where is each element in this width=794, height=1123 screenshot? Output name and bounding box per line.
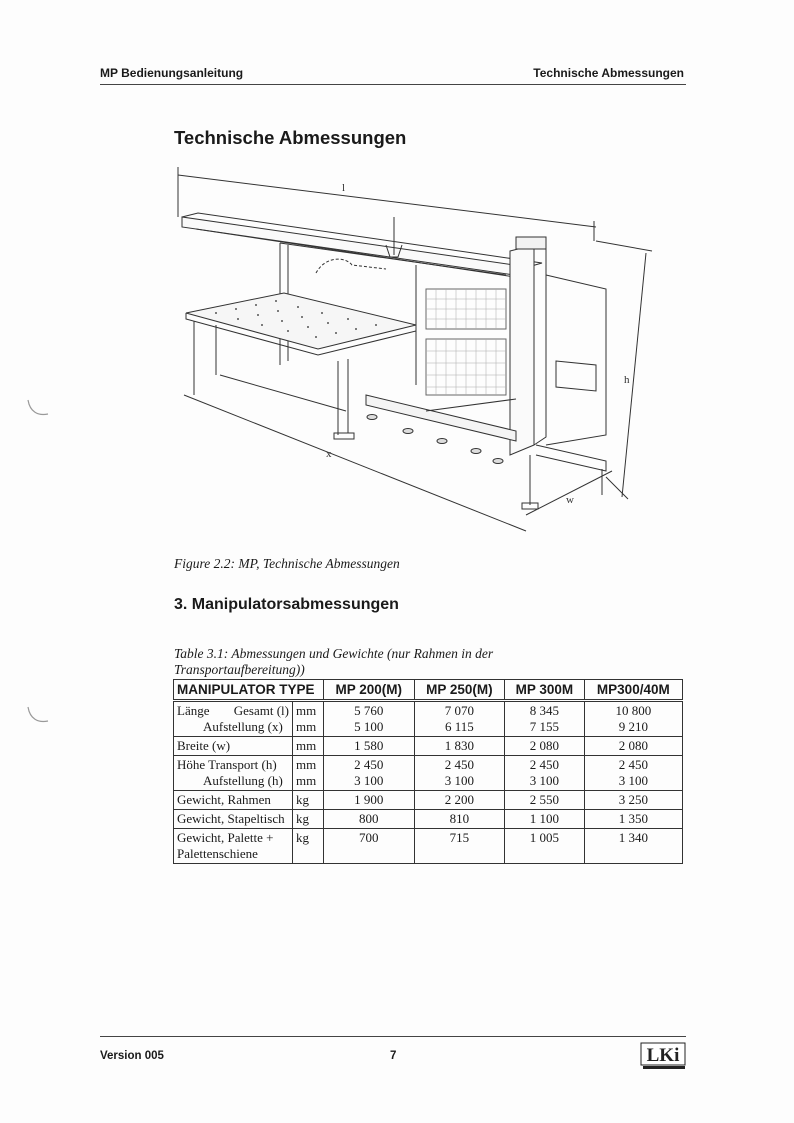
figure-caption: Figure 2.2: MP, Technische Abmessungen (174, 556, 400, 571)
cell-value: 1 900 (324, 791, 415, 810)
cell-value: 1 100 (505, 810, 585, 829)
table-row (174, 810, 683, 829)
row-label: Gewicht, Rahmen (174, 791, 293, 810)
dim-x-label: x (326, 448, 332, 460)
punch-mark-icon (24, 705, 50, 725)
cell-value: 2 450 3 100 (324, 756, 415, 791)
cell-value: 2 450 3 100 (505, 756, 585, 791)
table-row (174, 756, 683, 791)
cell-value: 1 005 (505, 829, 585, 864)
cell-value: 5 760 5 100 (324, 701, 415, 737)
row-label-part: Höhe Transport (h) (177, 757, 277, 772)
table-header-col: MP300/40M (584, 680, 682, 701)
cell-value: 715 (414, 829, 505, 864)
cell-value: 2 080 (584, 737, 682, 756)
cell-value: 3 250 (584, 791, 682, 810)
cell-value: 10 800 9 210 (584, 701, 682, 737)
row-unit: kg (293, 810, 324, 829)
cell-value: 700 (324, 829, 415, 864)
cell-value: 1 830 (414, 737, 505, 756)
footer-rule (100, 1036, 686, 1037)
dim-w-label: w (566, 494, 574, 506)
table-row (174, 829, 683, 864)
row-label-part: Gesamt (l) (233, 703, 289, 718)
cell-value: 1 340 (584, 829, 682, 864)
row-label: Gewicht, Stapeltisch (174, 810, 293, 829)
cell-value: 2 080 (505, 737, 585, 756)
section-heading: 3. Manipulatorsabmessungen (174, 596, 399, 613)
row-label (174, 756, 293, 791)
version-label: Version 005 (100, 1050, 164, 1062)
table-row (174, 791, 683, 810)
cell-value: 2 450 3 100 (584, 756, 682, 791)
table-header-col: MP 250(M) (414, 680, 505, 701)
cell-value: 800 (324, 810, 415, 829)
page-number: 7 (390, 1050, 397, 1062)
table-header-type: MANIPULATOR TYPE (174, 680, 324, 701)
dimensions-table (173, 679, 683, 864)
table-row (174, 737, 683, 756)
row-label-part: Länge (177, 703, 210, 718)
cell-value: 2 550 (505, 791, 585, 810)
row-label-part: Aufstellung (h) (203, 773, 283, 788)
dim-h-label: h (624, 374, 630, 386)
svg-text:LKi: LKi (646, 1045, 680, 1066)
running-header-right: Technische Abmessungen (533, 66, 684, 80)
row-label: Breite (w) (174, 737, 293, 756)
cell-value: 2 200 (414, 791, 505, 810)
cell-value: 1 580 (324, 737, 415, 756)
row-label-part: Aufstellung (x) (203, 719, 283, 734)
table-caption: Table 3.1: Abmessungen und Gewichte (nur Rahmen in der Transportaufbereitung)) (174, 646, 494, 677)
header-rule (100, 84, 686, 85)
row-unit: mm (293, 737, 324, 756)
row-unit: mm mm (293, 756, 324, 791)
dim-l-label: l (342, 182, 346, 194)
cell-value: 2 450 3 100 (414, 756, 505, 791)
cell-value: 1 350 (584, 810, 682, 829)
row-unit: mm mm (293, 701, 324, 737)
punch-mark-icon (24, 398, 50, 418)
page-title: Technische Abmessungen (174, 127, 407, 148)
cell-value: 7 070 6 115 (414, 701, 505, 737)
lki-logo-icon (640, 1042, 686, 1070)
running-header-left: MP Bedienungsanleitung (100, 66, 244, 80)
row-label (174, 701, 293, 737)
table-header-row (174, 680, 683, 701)
cell-value: 8 345 7 155 (505, 701, 585, 737)
cell-value: 810 (414, 810, 505, 829)
manipulator-drawing (176, 165, 656, 537)
table-header-col: MP 200(M) (324, 680, 415, 701)
table-row (174, 701, 683, 737)
row-label: Gewicht, Palette + Palettenschiene (174, 829, 293, 864)
table-header-col: MP 300M (505, 680, 585, 701)
row-unit: kg (293, 791, 324, 810)
row-unit: kg (293, 829, 324, 864)
